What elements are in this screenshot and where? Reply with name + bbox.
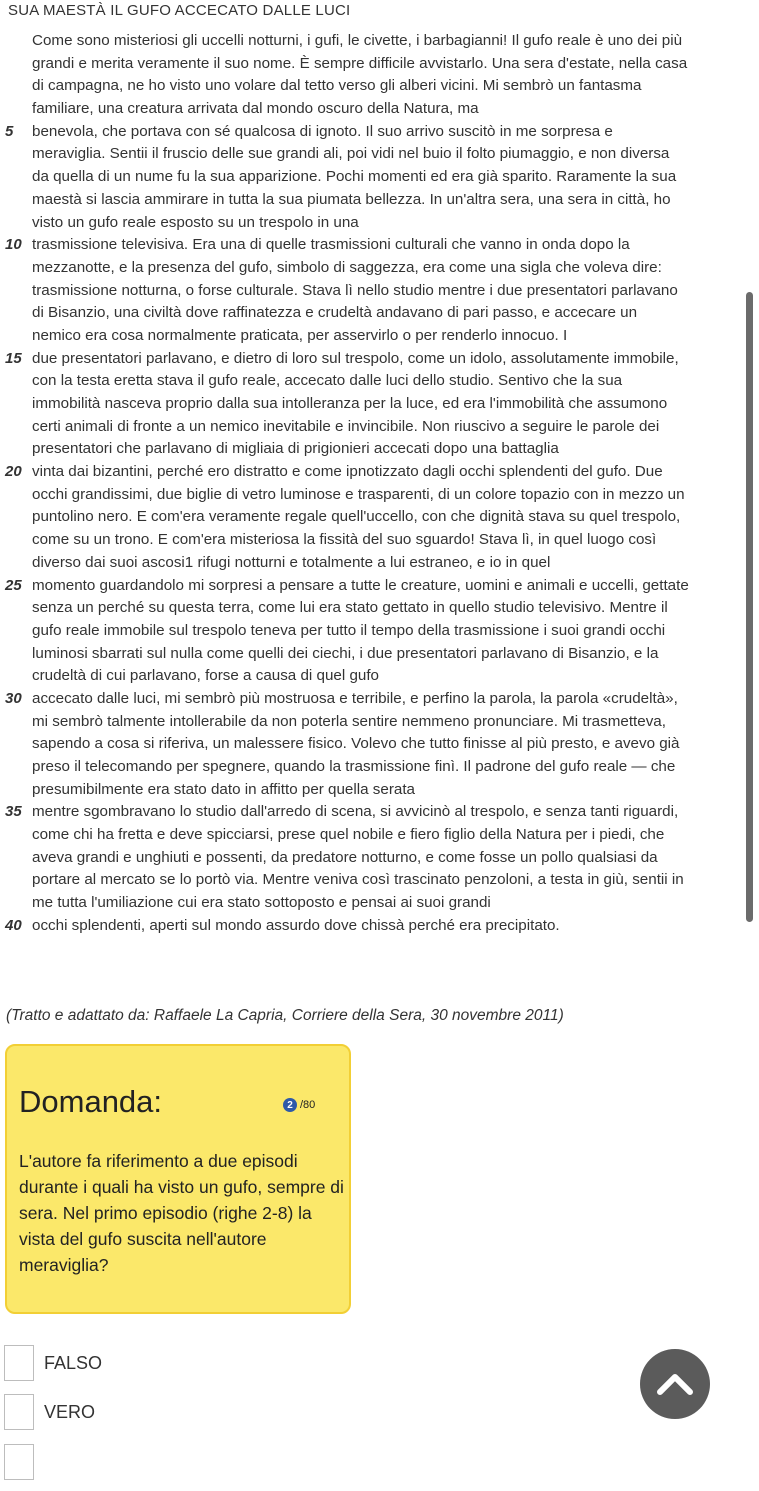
option-vero[interactable] [4, 1394, 95, 1430]
line-text: come chi ha fretta e deve spicciarsi, prese quel nobile e fiero figlio della Natura per i piedi, che [32, 826, 665, 844]
line-text: mezzanotte, e la presenza del gufo, simbolo di saggezza, era come una sigla che voleva dire: [32, 258, 662, 276]
passage-line [0, 370, 759, 393]
line-text: luminosi sbarrati sul nulla come quelli dei ciechi, i due presentatori parlavano di Bisanzio, e la [32, 644, 659, 662]
chevron-up-icon [655, 1371, 695, 1397]
passage-line [0, 461, 759, 484]
scrollbar-thumb[interactable] [746, 292, 753, 922]
passage-line [0, 529, 759, 552]
option-label-falso: FALSO [44, 1352, 103, 1373]
question-text: L'autore fa riferimento a due episodi durante i quali ha visto un gufo, sempre di sera. Nel primo episodio (righe 2-8) la vista del gufo suscita nell'autore meraviglia? [19, 1151, 344, 1275]
line-number: 40 [5, 916, 22, 934]
line-number: 10 [5, 236, 22, 254]
passage-line [0, 711, 759, 734]
passage-line [0, 824, 759, 847]
line-text: diverso dai suoi ascosi1 rifugi notturni e totalmente a lui estraneo, e io in quel [32, 553, 551, 571]
line-number: 5 [5, 122, 14, 140]
passage-line [0, 779, 759, 802]
line-text: preso il telecomando per spegnere, quando la trasmissione finì. Il padrone del gufo reale — che [32, 758, 676, 775]
passage-text [0, 30, 759, 938]
line-number: 15 [5, 349, 22, 367]
line-text: gufo reale immobile sul trespolo teneva per tutto il tempo della trasmissione i suoi grandi occhi [32, 621, 666, 639]
passage-line [0, 643, 759, 666]
line-text: meraviglia. Sentii il fruscio delle sue grandi ali, poi vidi nel buio il folto piumaggio, e non diversa [32, 145, 670, 163]
line-text: trasmissione televisiva. Era una di quelle trasmissioni culturali che vanno in onda dopo la [32, 236, 630, 254]
line-text: con la testa eretta stava il gufo reale, accecato dalle luci dello studio. Sentivo che la sua [32, 372, 623, 390]
line-text: crudeltà di cui parlavano, forse a causa di quel gufo [32, 667, 379, 685]
line-text: di Bisanzio, una civiltà dove raffinatezza e crudeltà andavano di pari passo, e accecare un [32, 304, 638, 322]
line-text: due presentatori parlavano, e dietro di loro sul trespolo, come un idolo, assolutamente immobile, [32, 349, 679, 367]
line-text: trasmissione notturna, o forse culturale. Stava lì nello studio mentre i due presentatori parlavano [32, 281, 678, 299]
passage-line [0, 189, 759, 212]
passage-line [0, 506, 759, 529]
points-badge: 2 [283, 1098, 297, 1112]
passage-line [0, 892, 759, 915]
question-heading: Domanda: [19, 1084, 163, 1119]
line-text: da quella di un nume fu la sua apparizione. Pochi momenti ed era già sparito. Raramente la sua [32, 168, 677, 186]
source-citation: (Tratto e adattato da: Raffaele La Capria, Corriere della Sera, 30 novembre 2011) [6, 1007, 564, 1024]
passage-line [0, 688, 759, 711]
line-text: nemico era cosa normalmente praticata, per asservirlo o per renderlo innocuo. I [32, 326, 568, 344]
line-number: 30 [5, 689, 22, 707]
passage-line [0, 348, 759, 371]
line-number: 20 [5, 463, 22, 481]
line-text: occhi grandissimi, due biglie di vetro luminose e trasparenti, di un colore topazio con in mezzo un [32, 485, 685, 503]
passage-line [0, 53, 759, 76]
line-number: 25 [5, 576, 22, 594]
passage-line [0, 121, 759, 144]
passage-line [0, 75, 759, 98]
passage-line [0, 756, 759, 779]
passage-line [0, 234, 759, 257]
passage-line [0, 915, 759, 938]
line-text: accecato dalle luci, mi sembrò più mostruosa e terribile, e perfino la parola, la parola «crudeltà», [32, 689, 678, 707]
passage-line [0, 575, 759, 598]
line-text: momento guardandolo mi sorpresi a pensare a tutte le creature, uomini e animali e uccelli, gettate [32, 576, 689, 594]
line-text: di campagna, ne ho visto uno volare dal tetto verso gli alberi vicini. Mi sembrò un fantasma [32, 77, 642, 95]
line-text: Come sono misteriosi gli uccelli notturni, i gufi, le civette, i barbagianni! Il gufo reale è uno dei più [32, 32, 683, 49]
passage-line [0, 733, 759, 756]
line-text: aveva grandi e unghiuti e possenti, da predatore notturno, e come fosse un pollo qualsiasi da [32, 848, 658, 866]
passage-line [0, 801, 759, 824]
checkbox-falso[interactable] [4, 1345, 34, 1381]
line-text: mentre sgombravano lo studio dall'arredo di scena, si avvicinò al trespolo, e senza tanti riguardi, [32, 803, 679, 821]
points-indicator [283, 1098, 315, 1112]
article-title: SUA MAESTÀ IL GUFO ACCECATO DALLE LUCI [8, 2, 351, 19]
line-text: visto un gufo reale esposto su un trespolo in una [32, 213, 359, 231]
line-number: 35 [5, 803, 22, 821]
passage-line [0, 620, 759, 643]
line-text: presumibilmente era stato dato in affitto per quella serata [32, 780, 416, 798]
passage-line [0, 325, 759, 348]
passage-line [0, 597, 759, 620]
line-text: maestà si lascia ammirare in tutta la sua piumata bellezza. In un'altra sera, una sera in città, ho [32, 190, 671, 208]
passage-line [0, 98, 759, 121]
line-text: familiare, una creatura arrivata dal mondo oscuro della Natura, ma [32, 100, 479, 118]
passage-line [0, 30, 759, 53]
passage-line [0, 393, 759, 416]
option-partial[interactable] [4, 1444, 34, 1480]
line-text: senza un perché su questa terra, come lui era stato gettato in quello studio televisivo. Mentre il [32, 599, 668, 617]
passage-line [0, 302, 759, 325]
passage-line [0, 438, 759, 461]
line-text: certi animali di fronte a un nemico inevitabile e invincibile. Non riuscivo a seguire le parole dei [32, 417, 660, 435]
line-text: immobilità nasceva proprio dalla sua intolleranza per la luce, ed era l'immobilità che assumono [32, 395, 668, 412]
option-falso[interactable] [4, 1345, 102, 1381]
line-text: portare al mercato se lo portò via. Mentre veniva così trascinato penzoloni, a testa in giù, sentii in [32, 871, 684, 889]
passage-line [0, 143, 759, 166]
option-label-vero: VERO [44, 1401, 96, 1422]
line-text: mi sembrò talmente intollerabile da non poterla sentire nemmeno pronunciare. Mi trasmetteva, [32, 712, 666, 730]
line-text: come su un trono. E com'era misteriosa la fissità del suo sguardo! Stava lì, in quel luogo così [32, 531, 657, 549]
line-text: presentatori che parlavano di migliaia di prigionieri accecati dopo una battaglia [32, 440, 559, 458]
checkbox-vero[interactable] [4, 1394, 34, 1430]
passage-line [0, 166, 759, 189]
passage-line [0, 869, 759, 892]
line-text: grandi e merita veramente il suo nome. È sempre difficile avvistarlo. Una sera d'estate, nella casa [32, 54, 688, 72]
line-text: benevola, che portava con sé qualcosa di ignoto. Il suo arrivo suscitò in me sorpresa e [32, 122, 613, 140]
passage-line [0, 484, 759, 507]
question-card [5, 1044, 351, 1314]
passage-line [0, 416, 759, 439]
passage-line [0, 212, 759, 235]
line-text: sapendo a cosa si riferiva, un malessere fisico. Volevo che tutto finisse al più presto, e avevo già [32, 735, 680, 753]
passage-line [0, 257, 759, 280]
points-total: /80 [300, 1099, 316, 1111]
passage-line [0, 665, 759, 688]
scroll-top-button[interactable] [640, 1349, 710, 1419]
line-text: vinta dai bizantini, perché ero distratto e come ipnotizzato dagli occhi splendenti del gufo. Due [32, 463, 663, 481]
checkbox-partial[interactable] [4, 1444, 34, 1480]
line-text: me tutta l'umiliazione cui era stato sottoposto e pensai ai suoi grandi [32, 894, 491, 912]
line-text: occhi splendenti, aperti sul mondo assurdo dove chissà perché era precipitato. [32, 916, 560, 934]
passage-line [0, 552, 759, 575]
passage-line [0, 847, 759, 870]
line-text: puntolino nero. E com'era veramente regale quell'uccello, con che dignità stava su quel trespolo, [32, 508, 681, 526]
passage-line [0, 280, 759, 303]
